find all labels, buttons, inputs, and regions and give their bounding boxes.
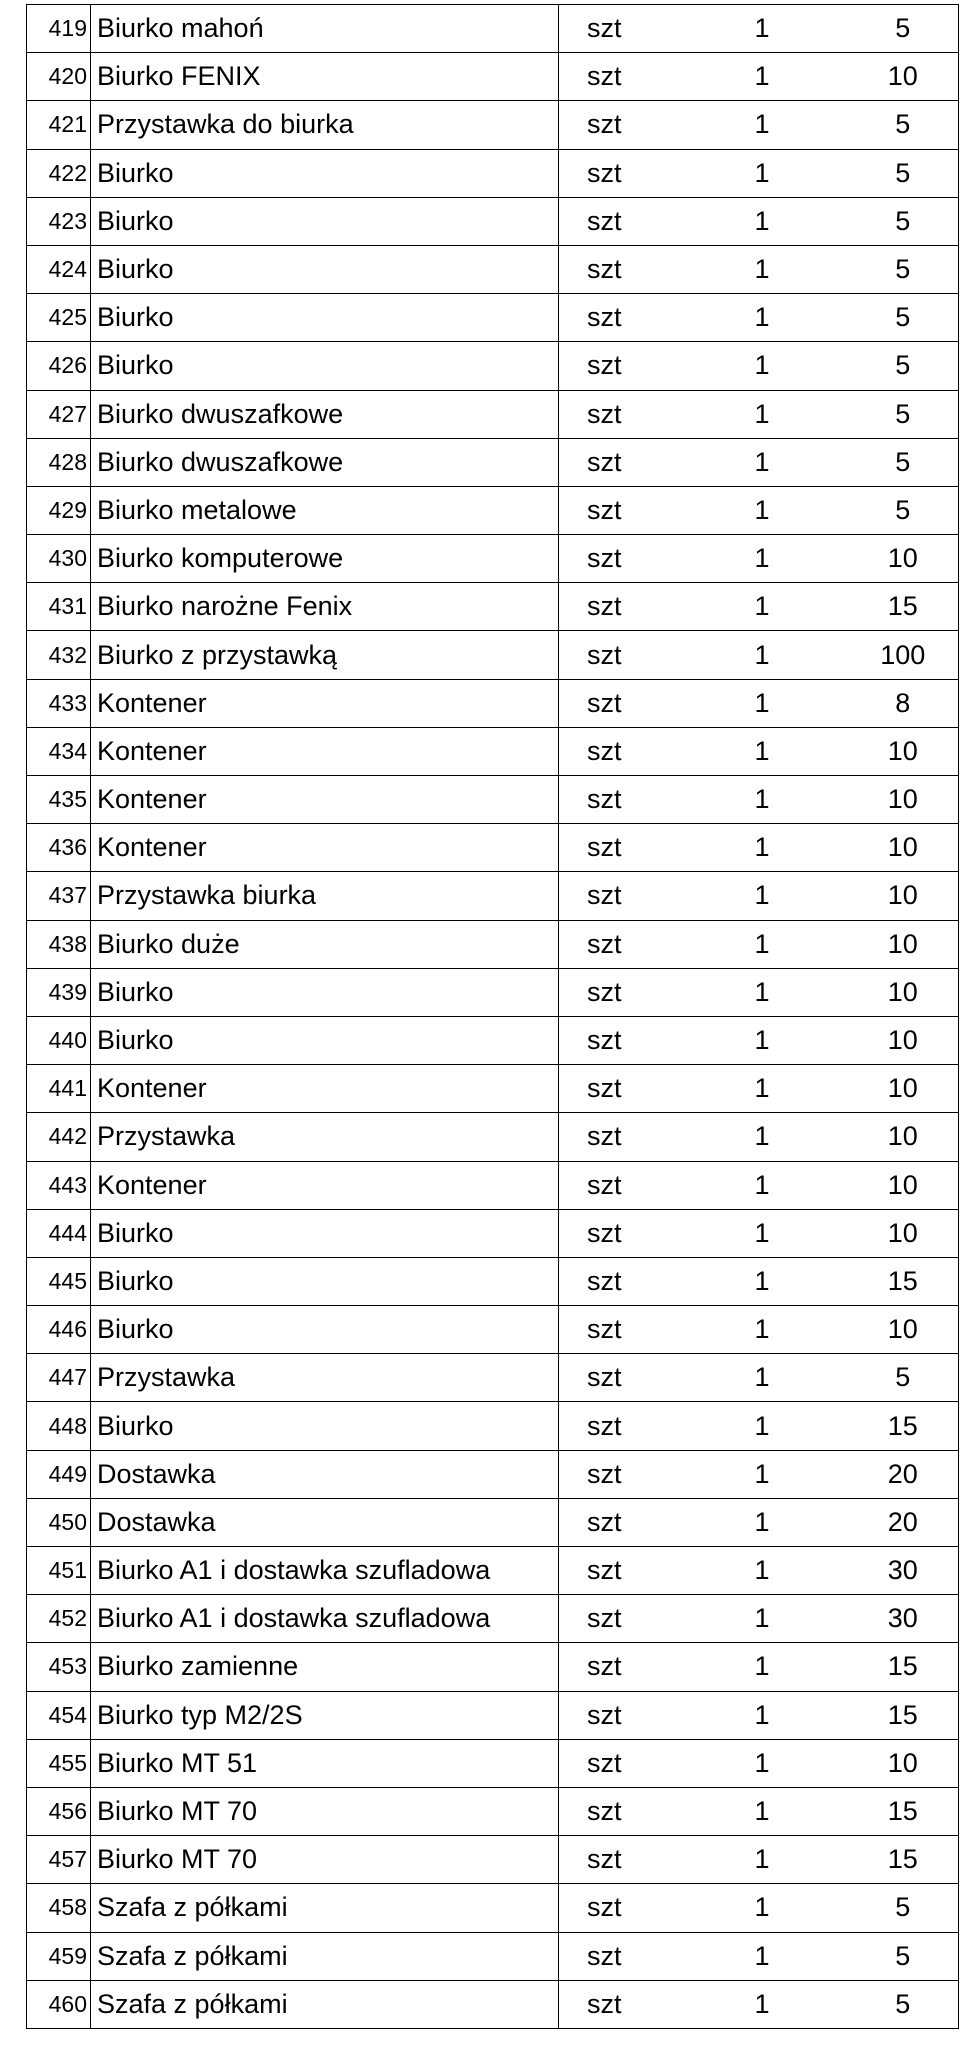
quantity-cell: 1 — [711, 5, 818, 53]
unit-cell: szt — [559, 1595, 711, 1643]
value-cell: 10 — [818, 968, 959, 1016]
value-cell: 5 — [818, 149, 959, 197]
table-row — [27, 872, 959, 920]
row-number-cell: 431 — [27, 583, 91, 631]
unit-cell: szt — [559, 679, 711, 727]
value-cell: 5 — [818, 1932, 959, 1980]
table-row — [27, 1161, 959, 1209]
value-cell: 15 — [818, 1402, 959, 1450]
item-name-cell: Przystawka — [91, 1354, 559, 1402]
quantity-cell: 1 — [711, 968, 818, 1016]
quantity-cell: 1 — [711, 1450, 818, 1498]
quantity-cell: 1 — [711, 197, 818, 245]
unit-cell: szt — [559, 1257, 711, 1305]
quantity-cell: 1 — [711, 631, 818, 679]
quantity-cell: 1 — [711, 679, 818, 727]
quantity-cell: 1 — [711, 486, 818, 534]
table-row — [27, 101, 959, 149]
table-row — [27, 1016, 959, 1064]
table-row — [27, 245, 959, 293]
value-cell: 10 — [818, 776, 959, 824]
table-row — [27, 679, 959, 727]
table-row — [27, 1884, 959, 1932]
value-cell: 5 — [818, 486, 959, 534]
value-cell: 10 — [818, 1016, 959, 1064]
unit-cell: szt — [559, 776, 711, 824]
value-cell: 10 — [818, 727, 959, 775]
row-number-cell: 440 — [27, 1016, 91, 1064]
unit-cell: szt — [559, 1980, 711, 2028]
item-name-cell: Biurko — [91, 1402, 559, 1450]
item-name-cell: Szafa z półkami — [91, 1980, 559, 2028]
row-number-cell: 434 — [27, 727, 91, 775]
unit-cell: szt — [559, 197, 711, 245]
row-number-cell: 460 — [27, 1980, 91, 2028]
value-cell: 30 — [818, 1547, 959, 1595]
row-number-cell: 430 — [27, 535, 91, 583]
unit-cell: szt — [559, 342, 711, 390]
quantity-cell: 1 — [711, 294, 818, 342]
value-cell: 10 — [818, 1161, 959, 1209]
item-name-cell: Kontener — [91, 1065, 559, 1113]
value-cell: 15 — [818, 1691, 959, 1739]
row-number-cell: 439 — [27, 968, 91, 1016]
unit-cell: szt — [559, 1065, 711, 1113]
item-name-cell: Biurko MT 70 — [91, 1836, 559, 1884]
row-number-cell: 458 — [27, 1884, 91, 1932]
unit-cell: szt — [559, 101, 711, 149]
row-number-cell: 419 — [27, 5, 91, 53]
value-cell: 10 — [818, 535, 959, 583]
item-name-cell: Biurko FENIX — [91, 53, 559, 101]
item-name-cell: Przystawka biurka — [91, 872, 559, 920]
item-name-cell: Biurko z przystawką — [91, 631, 559, 679]
value-cell: 5 — [818, 1354, 959, 1402]
row-number-cell: 450 — [27, 1498, 91, 1546]
value-cell: 5 — [818, 245, 959, 293]
item-name-cell: Biurko A1 i dostawka szufladowa — [91, 1595, 559, 1643]
row-number-cell: 423 — [27, 197, 91, 245]
item-name-cell: Biurko mahoń — [91, 5, 559, 53]
row-number-cell: 443 — [27, 1161, 91, 1209]
item-name-cell: Biurko narożne Fenix — [91, 583, 559, 631]
quantity-cell: 1 — [711, 438, 818, 486]
row-number-cell: 448 — [27, 1402, 91, 1450]
quantity-cell: 1 — [711, 1065, 818, 1113]
quantity-cell: 1 — [711, 1932, 818, 1980]
item-name-cell: Biurko metalowe — [91, 486, 559, 534]
item-name-cell: Biurko — [91, 1016, 559, 1064]
table-row — [27, 294, 959, 342]
table-row — [27, 824, 959, 872]
quantity-cell: 1 — [711, 1402, 818, 1450]
table-row — [27, 1402, 959, 1450]
item-name-cell: Biurko MT 51 — [91, 1739, 559, 1787]
value-cell: 5 — [818, 438, 959, 486]
item-name-cell: Biurko — [91, 245, 559, 293]
row-number-cell: 426 — [27, 342, 91, 390]
item-name-cell: Dostawka — [91, 1498, 559, 1546]
row-number-cell: 447 — [27, 1354, 91, 1402]
value-cell: 10 — [818, 53, 959, 101]
value-cell: 10 — [818, 824, 959, 872]
quantity-cell: 1 — [711, 1161, 818, 1209]
item-name-cell: Biurko — [91, 149, 559, 197]
quantity-cell: 1 — [711, 872, 818, 920]
quantity-cell: 1 — [711, 583, 818, 631]
item-name-cell: Biurko MT 70 — [91, 1787, 559, 1835]
value-cell: 15 — [818, 1643, 959, 1691]
item-name-cell: Biurko dwuszafkowe — [91, 390, 559, 438]
item-name-cell: Kontener — [91, 727, 559, 775]
quantity-cell: 1 — [711, 1498, 818, 1546]
quantity-cell: 1 — [711, 1787, 818, 1835]
unit-cell: szt — [559, 727, 711, 775]
value-cell: 5 — [818, 1980, 959, 2028]
row-number-cell: 457 — [27, 1836, 91, 1884]
row-number-cell: 427 — [27, 390, 91, 438]
unit-cell: szt — [559, 438, 711, 486]
table-row — [27, 1932, 959, 1980]
table-row — [27, 1209, 959, 1257]
quantity-cell: 1 — [711, 824, 818, 872]
value-cell: 30 — [818, 1595, 959, 1643]
row-number-cell: 433 — [27, 679, 91, 727]
row-number-cell: 453 — [27, 1643, 91, 1691]
item-name-cell: Biurko dwuszafkowe — [91, 438, 559, 486]
quantity-cell: 1 — [711, 727, 818, 775]
table-row — [27, 1691, 959, 1739]
item-name-cell: Przystawka — [91, 1113, 559, 1161]
value-cell: 5 — [818, 390, 959, 438]
table-row — [27, 1787, 959, 1835]
unit-cell: szt — [559, 1498, 711, 1546]
value-cell: 5 — [818, 294, 959, 342]
value-cell: 10 — [818, 920, 959, 968]
row-number-cell: 425 — [27, 294, 91, 342]
item-name-cell: Biurko — [91, 294, 559, 342]
table-row — [27, 342, 959, 390]
value-cell: 5 — [818, 197, 959, 245]
item-name-cell: Kontener — [91, 1161, 559, 1209]
unit-cell: szt — [559, 1836, 711, 1884]
unit-cell: szt — [559, 5, 711, 53]
table-row — [27, 776, 959, 824]
quantity-cell: 1 — [711, 1836, 818, 1884]
quantity-cell: 1 — [711, 1257, 818, 1305]
row-number-cell: 455 — [27, 1739, 91, 1787]
value-cell: 15 — [818, 583, 959, 631]
item-name-cell: Biurko A1 i dostawka szufladowa — [91, 1547, 559, 1595]
row-number-cell: 456 — [27, 1787, 91, 1835]
quantity-cell: 1 — [711, 53, 818, 101]
unit-cell: szt — [559, 1884, 711, 1932]
row-number-cell: 442 — [27, 1113, 91, 1161]
item-name-cell: Biurko — [91, 1209, 559, 1257]
item-name-cell: Biurko — [91, 342, 559, 390]
row-number-cell: 449 — [27, 1450, 91, 1498]
unit-cell: szt — [559, 390, 711, 438]
table-row — [27, 1547, 959, 1595]
unit-cell: szt — [559, 1161, 711, 1209]
item-name-cell: Biurko typ M2/2S — [91, 1691, 559, 1739]
table-row — [27, 535, 959, 583]
item-name-cell: Dostawka — [91, 1450, 559, 1498]
value-cell: 15 — [818, 1257, 959, 1305]
table-row — [27, 1980, 959, 2028]
quantity-cell: 1 — [711, 1595, 818, 1643]
unit-cell: szt — [559, 149, 711, 197]
item-name-cell: Szafa z półkami — [91, 1884, 559, 1932]
item-name-cell: Biurko zamienne — [91, 1643, 559, 1691]
table-row — [27, 486, 959, 534]
quantity-cell: 1 — [711, 245, 818, 293]
unit-cell: szt — [559, 1209, 711, 1257]
row-number-cell: 436 — [27, 824, 91, 872]
row-number-cell: 422 — [27, 149, 91, 197]
row-number-cell: 452 — [27, 1595, 91, 1643]
quantity-cell: 1 — [711, 1113, 818, 1161]
item-name-cell: Biurko — [91, 1306, 559, 1354]
table-row — [27, 1450, 959, 1498]
value-cell: 20 — [818, 1450, 959, 1498]
unit-cell: szt — [559, 968, 711, 1016]
table-row — [27, 438, 959, 486]
row-number-cell: 444 — [27, 1209, 91, 1257]
quantity-cell: 1 — [711, 342, 818, 390]
item-name-cell: Kontener — [91, 679, 559, 727]
unit-cell: szt — [559, 872, 711, 920]
table-row — [27, 149, 959, 197]
unit-cell: szt — [559, 53, 711, 101]
item-name-cell: Szafa z półkami — [91, 1932, 559, 1980]
value-cell: 100 — [818, 631, 959, 679]
quantity-cell: 1 — [711, 390, 818, 438]
table-row — [27, 1498, 959, 1546]
value-cell: 10 — [818, 1306, 959, 1354]
table-row — [27, 968, 959, 1016]
value-cell: 5 — [818, 5, 959, 53]
unit-cell: szt — [559, 1547, 711, 1595]
unit-cell: szt — [559, 1787, 711, 1835]
value-cell: 10 — [818, 872, 959, 920]
quantity-cell: 1 — [711, 1643, 818, 1691]
item-name-cell: Biurko — [91, 197, 559, 245]
unit-cell: szt — [559, 1402, 711, 1450]
table-row — [27, 1257, 959, 1305]
quantity-cell: 1 — [711, 1547, 818, 1595]
row-number-cell: 421 — [27, 101, 91, 149]
item-name-cell: Kontener — [91, 824, 559, 872]
quantity-cell: 1 — [711, 1980, 818, 2028]
value-cell: 5 — [818, 1884, 959, 1932]
item-name-cell: Przystawka do biurka — [91, 101, 559, 149]
unit-cell: szt — [559, 486, 711, 534]
quantity-cell: 1 — [711, 1306, 818, 1354]
row-number-cell: 454 — [27, 1691, 91, 1739]
inventory-table-body — [27, 5, 959, 2029]
value-cell: 5 — [818, 101, 959, 149]
quantity-cell: 1 — [711, 149, 818, 197]
unit-cell: szt — [559, 1932, 711, 1980]
unit-cell: szt — [559, 631, 711, 679]
row-number-cell: 420 — [27, 53, 91, 101]
unit-cell: szt — [559, 583, 711, 631]
table-row — [27, 1065, 959, 1113]
row-number-cell: 429 — [27, 486, 91, 534]
value-cell: 5 — [818, 342, 959, 390]
value-cell: 20 — [818, 1498, 959, 1546]
unit-cell: szt — [559, 1354, 711, 1402]
table-row — [27, 727, 959, 775]
quantity-cell: 1 — [711, 1884, 818, 1932]
quantity-cell: 1 — [711, 101, 818, 149]
table-row — [27, 5, 959, 53]
row-number-cell: 441 — [27, 1065, 91, 1113]
value-cell: 10 — [818, 1209, 959, 1257]
table-row — [27, 1836, 959, 1884]
value-cell: 8 — [818, 679, 959, 727]
unit-cell: szt — [559, 1306, 711, 1354]
value-cell: 10 — [818, 1113, 959, 1161]
table-row — [27, 197, 959, 245]
row-number-cell: 459 — [27, 1932, 91, 1980]
item-name-cell: Biurko duże — [91, 920, 559, 968]
inventory-table — [26, 4, 959, 2029]
quantity-cell: 1 — [711, 1016, 818, 1064]
unit-cell: szt — [559, 1691, 711, 1739]
row-number-cell: 424 — [27, 245, 91, 293]
table-row — [27, 1595, 959, 1643]
table-row — [27, 1354, 959, 1402]
row-number-cell: 451 — [27, 1547, 91, 1595]
unit-cell: szt — [559, 920, 711, 968]
unit-cell: szt — [559, 1739, 711, 1787]
table-row — [27, 390, 959, 438]
unit-cell: szt — [559, 1016, 711, 1064]
table-row — [27, 1739, 959, 1787]
quantity-cell: 1 — [711, 535, 818, 583]
table-row — [27, 920, 959, 968]
unit-cell: szt — [559, 1643, 711, 1691]
row-number-cell: 446 — [27, 1306, 91, 1354]
unit-cell: szt — [559, 294, 711, 342]
unit-cell: szt — [559, 245, 711, 293]
unit-cell: szt — [559, 1113, 711, 1161]
unit-cell: szt — [559, 1450, 711, 1498]
item-name-cell: Biurko — [91, 968, 559, 1016]
quantity-cell: 1 — [711, 1739, 818, 1787]
table-row — [27, 1113, 959, 1161]
row-number-cell: 445 — [27, 1257, 91, 1305]
item-name-cell: Biurko — [91, 1257, 559, 1305]
value-cell: 10 — [818, 1065, 959, 1113]
quantity-cell: 1 — [711, 1691, 818, 1739]
quantity-cell: 1 — [711, 1209, 818, 1257]
quantity-cell: 1 — [711, 776, 818, 824]
unit-cell: szt — [559, 824, 711, 872]
row-number-cell: 428 — [27, 438, 91, 486]
item-name-cell: Biurko komputerowe — [91, 535, 559, 583]
table-row — [27, 583, 959, 631]
table-row — [27, 1643, 959, 1691]
row-number-cell: 432 — [27, 631, 91, 679]
value-cell: 15 — [818, 1787, 959, 1835]
value-cell: 10 — [818, 1739, 959, 1787]
table-row — [27, 631, 959, 679]
table-row — [27, 53, 959, 101]
quantity-cell: 1 — [711, 920, 818, 968]
row-number-cell: 435 — [27, 776, 91, 824]
row-number-cell: 438 — [27, 920, 91, 968]
quantity-cell: 1 — [711, 1354, 818, 1402]
value-cell: 15 — [818, 1836, 959, 1884]
row-number-cell: 437 — [27, 872, 91, 920]
table-row — [27, 1306, 959, 1354]
unit-cell: szt — [559, 535, 711, 583]
item-name-cell: Kontener — [91, 776, 559, 824]
